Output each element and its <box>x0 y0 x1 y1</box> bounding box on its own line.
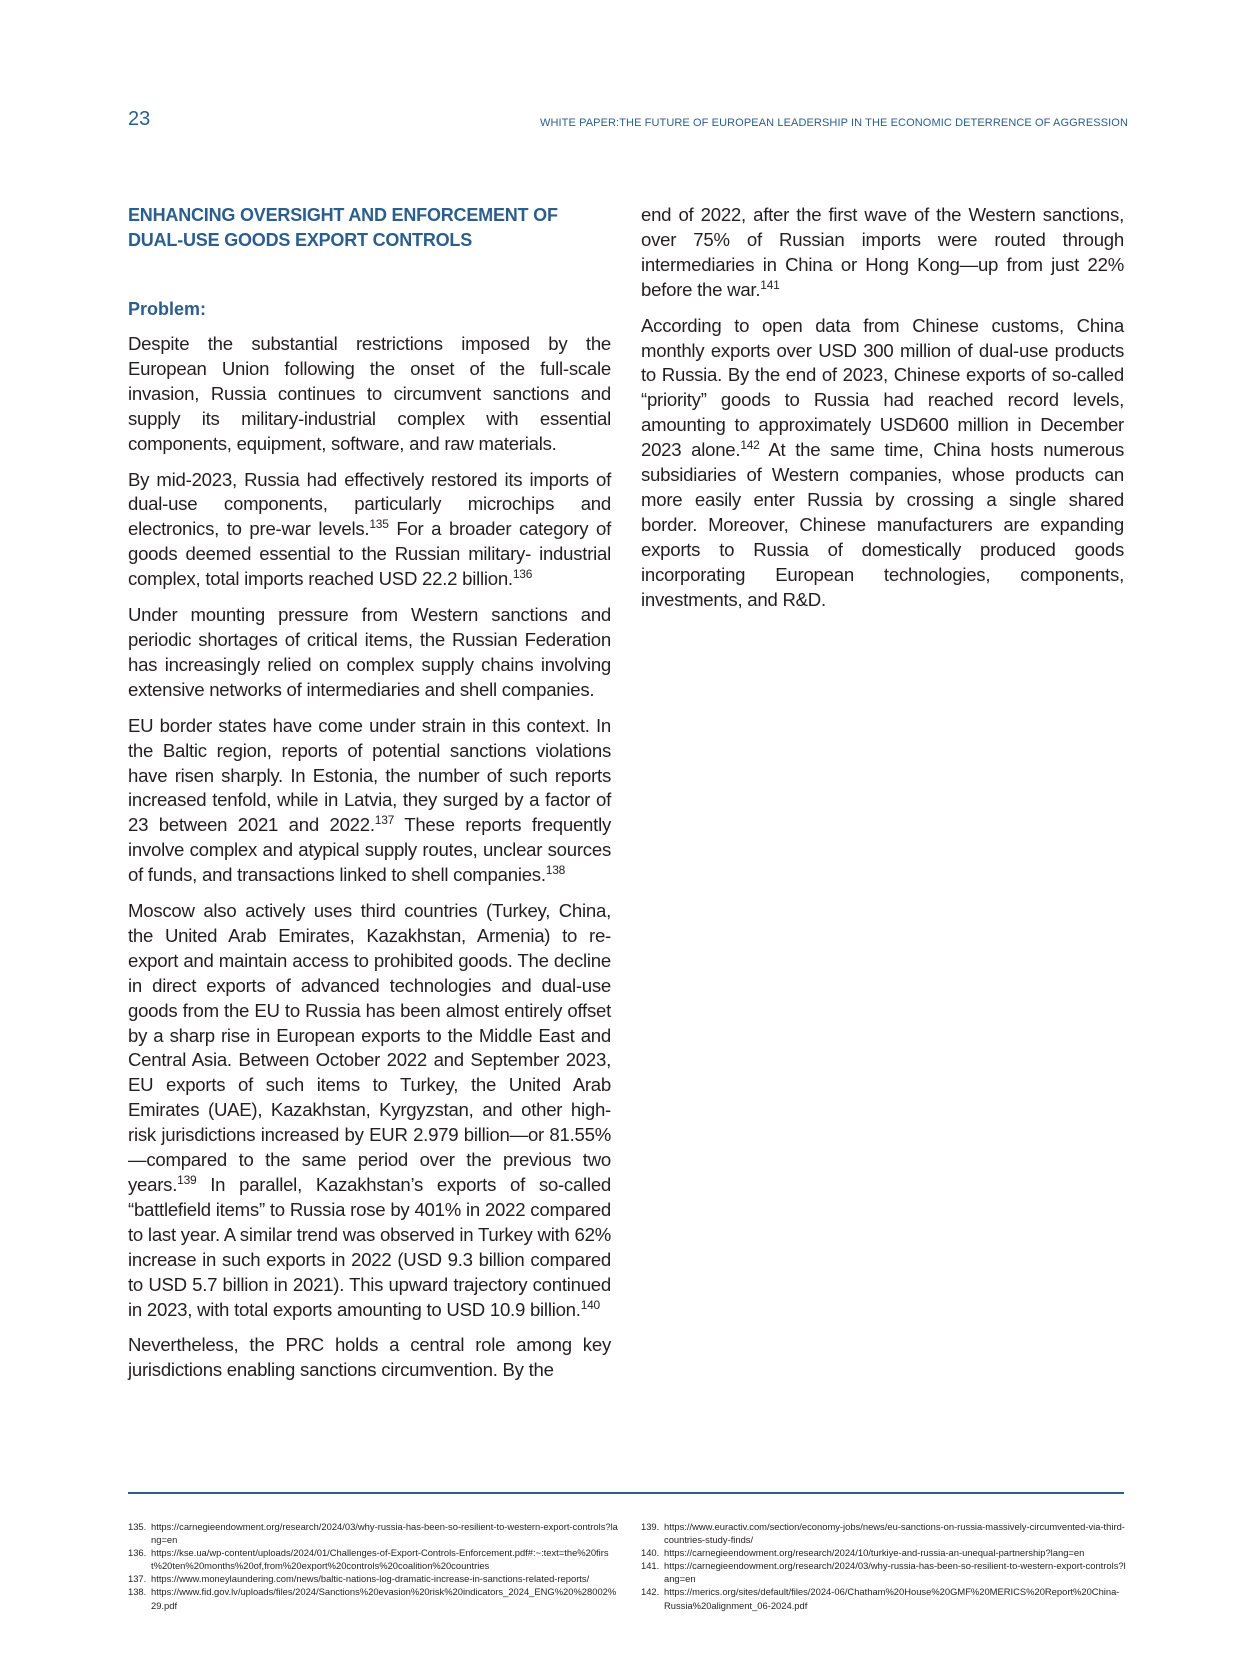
paragraph-text: Under mounting pressure from Western sanctions and periodic shortages of critical items, the Russian Federation has increasingly relied on complex supply chains involving extensive networks of intermediaries and shell companies. <box>128 604 611 700</box>
footnote-number: 137. <box>128 1573 147 1585</box>
paragraph <box>128 714 611 888</box>
footnote-link[interactable]: https://carnegieendowment.org/research/2024/10/turkiye-and-russia-an-unequal-partnership?lang=en <box>664 1547 1085 1559</box>
footnote-link[interactable]: https://carnegieendowment.org/research/2024/03/why-russia-has-been-so-resilient-to-western-export-controls?lang=en <box>151 1521 618 1546</box>
left-column <box>128 203 611 1394</box>
footnote-ref[interactable]: 136 <box>512 566 533 581</box>
paragraph-text: According to open data from Chinese customs, China monthly exports over USD 300 million of dual-use products to Russia. By the end of 2023, Chinese exports of so-called “priority” goods to Russia had reached record levels, amounting to approximately USD600 million in December 2023 alone. <box>641 314 1124 461</box>
footnotes-left <box>128 1520 618 1612</box>
paragraph <box>128 468 611 593</box>
footnote-ref[interactable]: 135 <box>369 517 389 532</box>
footnote-link[interactable]: https://www.fid.gov.lv/uploads/files/2024/Sanctions%20evasion%20risk%20indicators_2024_ENG%20%28002%29.pdf <box>151 1586 617 1611</box>
footnote-link[interactable]: https://merics.org/sites/default/files/2024-06/Chatham%20House%20GMF%20MERICS%20Report%20China-Russia%20alignment_06-2024.pdf <box>664 1586 1120 1611</box>
paragraph <box>128 1333 611 1383</box>
paragraph <box>128 899 611 1322</box>
footnote-number: 135. <box>128 1521 147 1532</box>
paragraph-text: Moscow also actively uses third countries (Turkey, China, the United Arab Emirates, Kazakhstan, Armenia) to re-export and maintain access to prohibited goods. The decline in direct exports of advanced technologies and dual-use goods from the EU to Russia has been almost entirely offset by a sharp rise in European exports to the Middle East and Central Asia. Between October 2022 and September 2023, EU exports of such items to Turkey, the United Arab Emirates (UAE), Kazakhstan, Kyrgyzstan, and other high-risk jurisdictions increased by EUR 2.979 billion—or 81.55%—compared to the same period over the previous two years. <box>128 900 611 1195</box>
footnote-number: 138. <box>128 1586 147 1598</box>
paragraph <box>128 603 611 703</box>
paragraph <box>641 203 1124 303</box>
paragraph <box>641 314 1124 613</box>
paragraph-text: In parallel, Kazakhstan’s exports of so-called “battlefield items” to Russia rose by 401% in 2022 compared to last year. A similar trend was observed in Turkey with 62% increase in such exports in 2022 (USD 9.3 billion compared to USD 5.7 billion in 2021). This upward trajectory continued in 2023, with total exports amounting to USD 10.9 billion. <box>128 1174 611 1320</box>
page-number: 23 <box>128 108 151 130</box>
problem-subheading: Problem: <box>128 299 207 319</box>
footnote <box>641 1559 1126 1585</box>
footnote-number: 136. <box>128 1547 147 1559</box>
footnote-link[interactable]: https://www.euractiv.com/section/economy-jobs/news/eu-sanctions-on-russia-massively-circumvented-via-third-countries-study-finds/ <box>664 1521 1125 1546</box>
footnote <box>641 1546 1126 1559</box>
footnote-ref[interactable]: 141 <box>760 277 780 292</box>
footnote-ref[interactable]: 140 <box>580 1297 600 1312</box>
paragraph <box>128 332 611 457</box>
footnote <box>128 1546 618 1572</box>
footnote <box>128 1520 618 1546</box>
paragraph-text: EU border states have come under strain in this context. In the Baltic region, reports of potential sanctions violations have risen sharply. In Estonia, the number of such reports increased tenfold, while in Latvia, they surged by a factor of 23 between 2021 and 2022. <box>128 714 611 836</box>
footnote-link[interactable]: https://kse.ua/wp-content/uploads/2024/01/Challenges-of-Export-Controls-Enforcement.pdf#:~:text=the%20first%20ten%20months%20of,from%20export%20controls%20coalition%20countries <box>151 1547 609 1572</box>
footnote <box>641 1585 1126 1611</box>
footnote-link[interactable]: https://carnegieendowment.org/research/2024/03/why-russia-has-been-so-resilient-to-western-export-controls?lang=en <box>664 1560 1126 1585</box>
footnote-ref[interactable]: 139 <box>177 1172 197 1187</box>
paragraph-text: end of 2022, after the first wave of the Western sanctions, over 75% of Russian imports were routed through intermediaries in China or Hong Kong—up from just 22% before the war. <box>641 204 1124 300</box>
paragraph-text: At the same time, China hosts numerous subsidiaries of Western companies, whose products can more easily enter Russia by crossing a single shared border. Moreover, Chinese manufacturers are expanding exports to Russia of domestically produced goods incorporating European technologies, components, investments, and R&D. <box>641 439 1124 610</box>
footnote-ref[interactable]: 137 <box>374 813 395 828</box>
paragraph-text: By mid-2023, Russia had effectively restored its imports of dual-use components, particularly microchips and electronics, to pre-war levels. <box>128 468 611 540</box>
footnote-number: 142. <box>641 1586 660 1598</box>
footnote-number: 141. <box>641 1560 660 1572</box>
running-header: WHITE PAPER:THE FUTURE OF EUROPEAN LEADERSHIP IN THE ECONOMIC DETERRENCE OF AGGRESSION <box>539 117 1128 129</box>
footnote <box>641 1520 1126 1546</box>
section-heading: ENHANCING OVERSIGHT AND ENFORCEMENT OF DUAL-USE GOODS EXPORT CONTROLS <box>128 205 558 250</box>
footnote <box>128 1585 618 1611</box>
footnote-link[interactable]: https://www.moneylaundering.com/news/baltic-nations-log-dramatic-increase-in-sanctions-related-reports/ <box>151 1573 590 1585</box>
paragraph-text: Despite the substantial restrictions imposed by the European Union following the onset of the full-scale invasion, Russia continues to circumvent sanctions and supply its military-industrial complex with essential components, equipment, software, and raw materials. <box>128 333 611 454</box>
paragraph-text: For a broader category of goods deemed essential to the Russian military- industrial complex, total imports reached USD 22.2 billion. <box>128 518 611 590</box>
footnote-number: 139. <box>641 1521 660 1532</box>
footnote-number: 140. <box>641 1547 660 1559</box>
footnote-ref[interactable]: 142 <box>740 437 760 452</box>
paragraph-text: Nevertheless, the PRC holds a central role among key jurisdictions enabling sanctions circumvention. By the <box>128 1334 611 1381</box>
right-column <box>641 203 1124 624</box>
footnote <box>128 1572 618 1585</box>
footnotes-right <box>641 1520 1126 1612</box>
footnote-divider <box>128 1492 1124 1494</box>
footnote-ref[interactable]: 138 <box>545 862 566 877</box>
paragraph-text: These reports frequently involve complex and atypical supply routes, unclear sources of funds, and transactions linked to shell companies. <box>128 814 611 886</box>
